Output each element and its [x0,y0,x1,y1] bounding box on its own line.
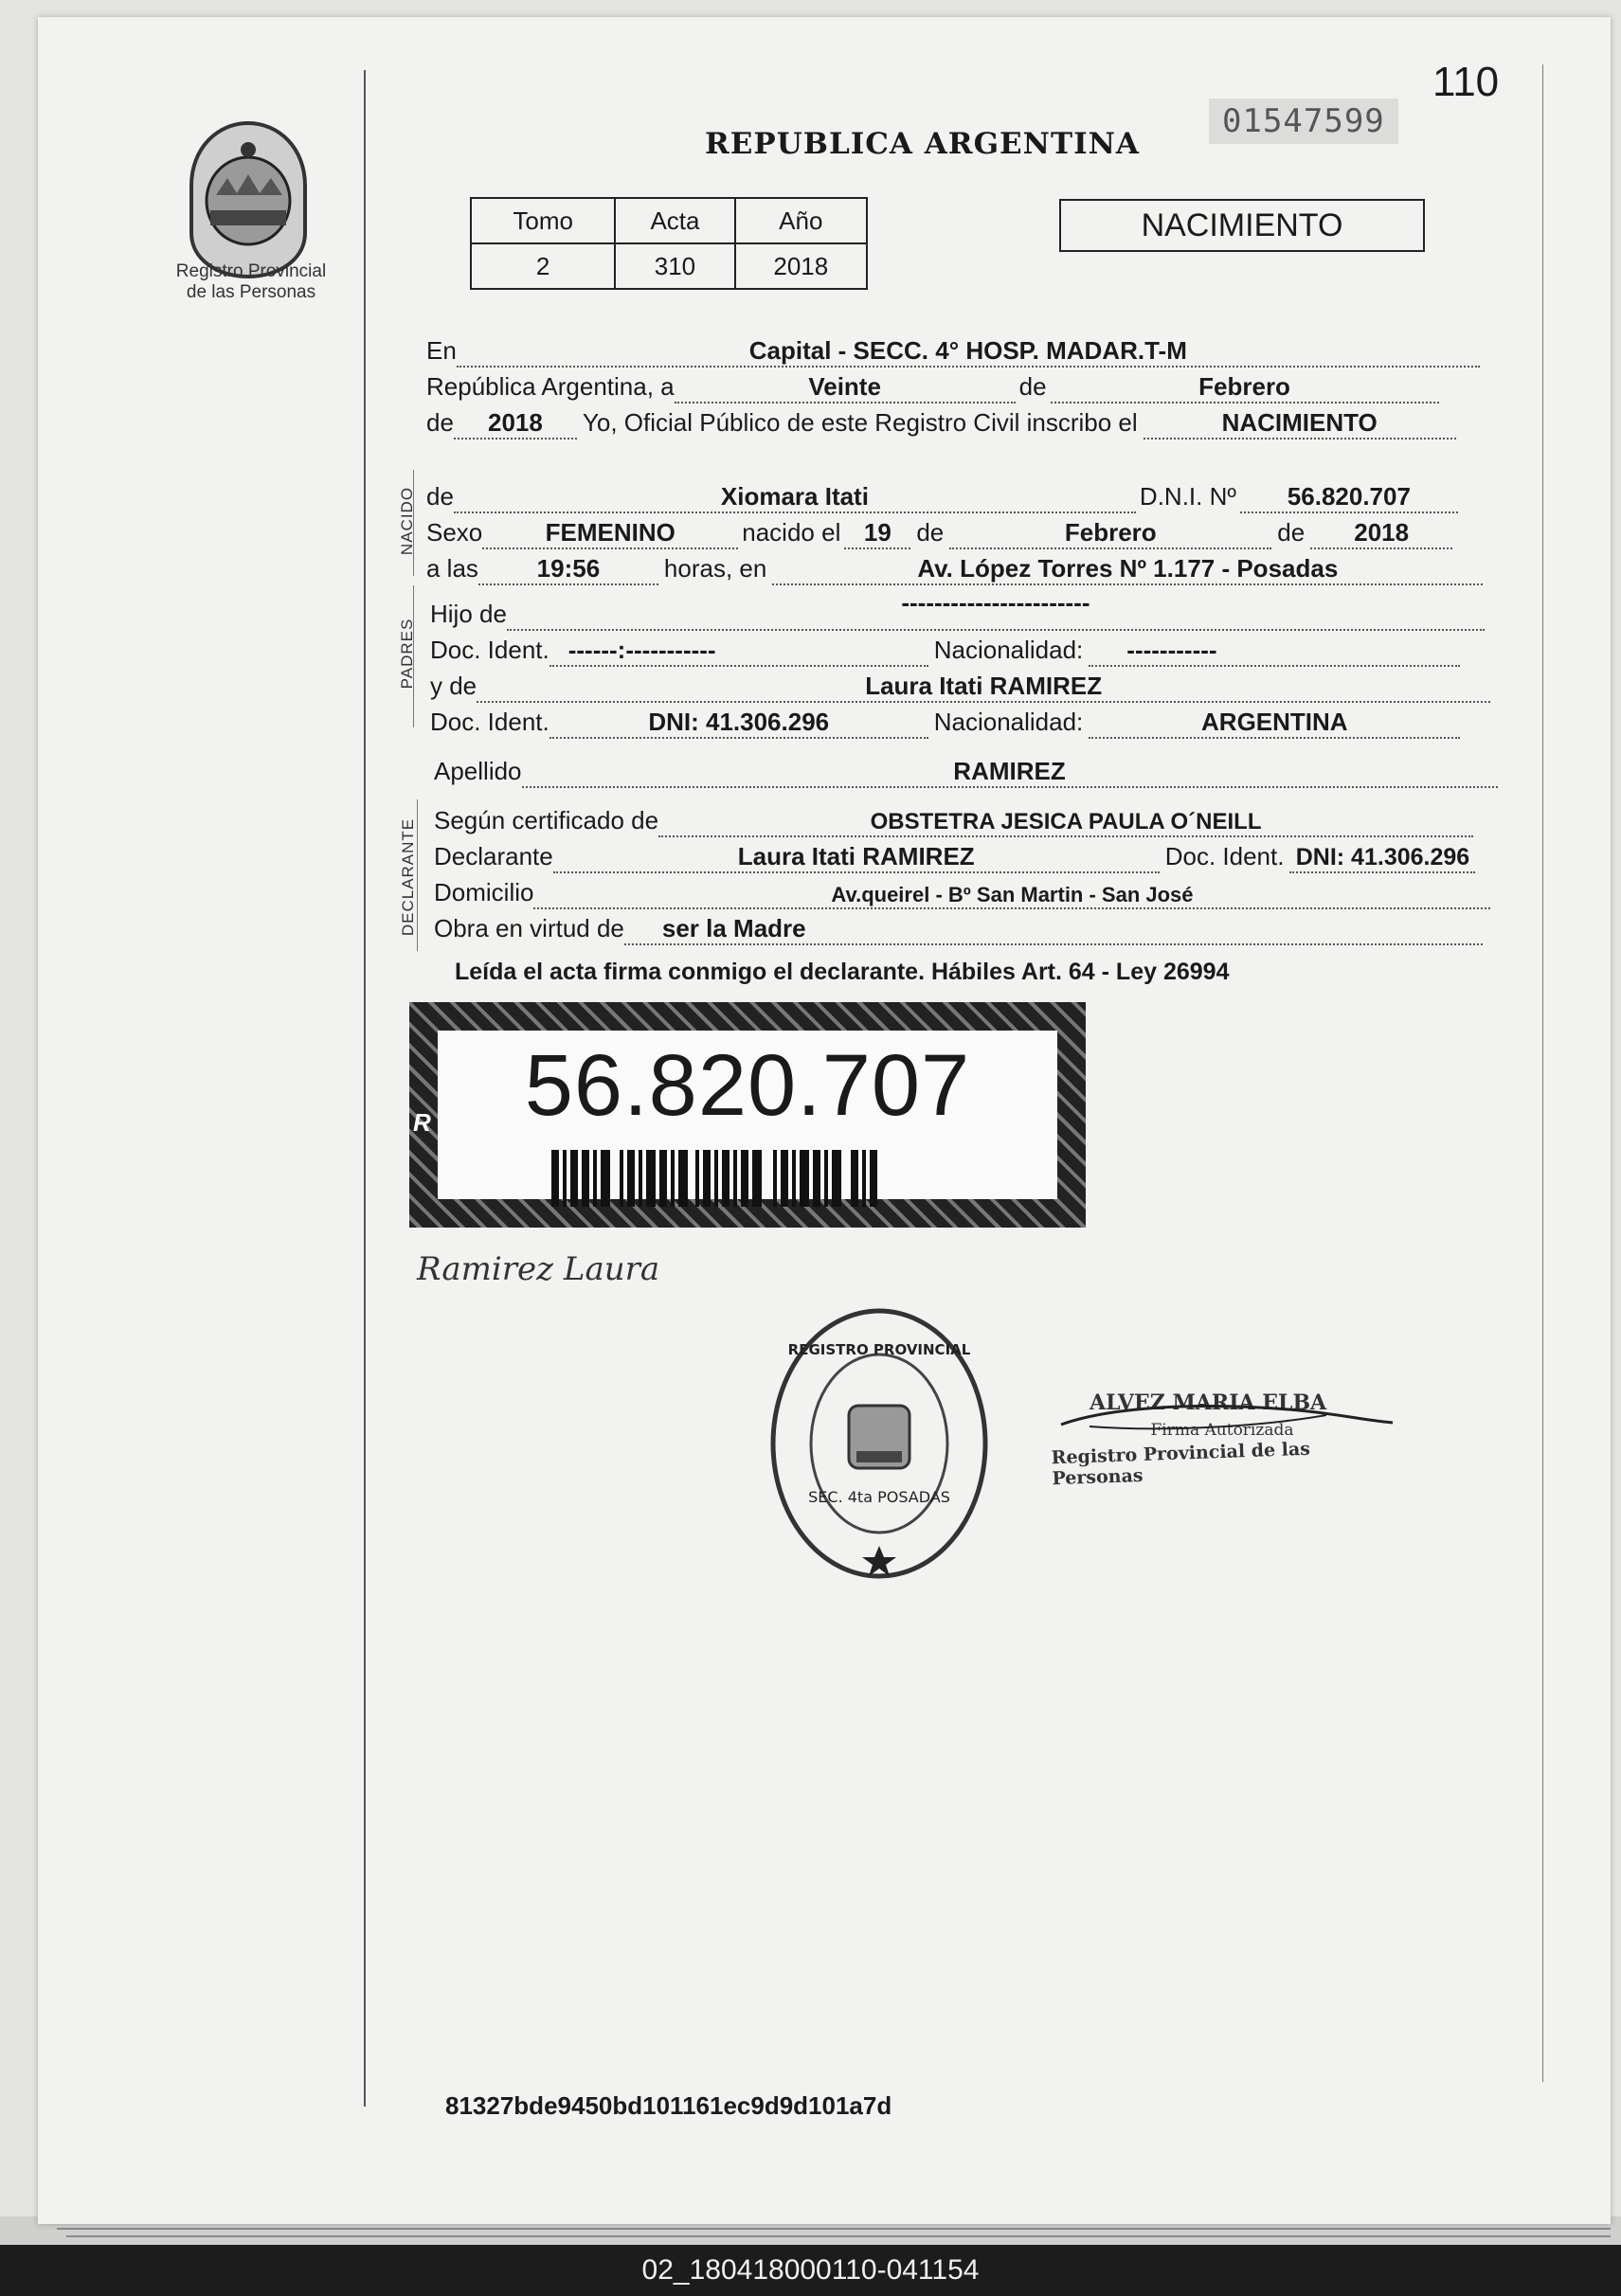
obra-label: Obra en virtud de [434,914,624,942]
provincial-seal-logo [184,119,313,285]
birth-place: Av. López Torres Nº 1.177 - Posadas [917,554,1339,583]
month-value: Febrero [1198,372,1290,401]
child-dni: 56.820.707 [1287,482,1411,511]
page-number: 110 [1432,59,1500,105]
acta-value-tomo: 2 [471,243,615,289]
time-fill [478,553,658,585]
apellido-value: RAMIREZ [953,757,1066,785]
place-fill [772,553,1483,585]
segun-value: OBSTETRA JESICA PAULA O´NEILL [870,809,1262,834]
doc2-value: DNI: 41.306.296 [648,708,830,736]
birth-certificate-page [38,17,1611,2224]
year-value: 2018 [488,408,543,437]
republica-label: República Argentina, a [426,372,675,401]
intro-date-row [426,369,1439,404]
serial-number: 01547599 [1209,99,1398,144]
domicilio-fill [533,877,1490,909]
acta-header-ano: Año [735,198,867,243]
nacido-time-row [426,551,1483,585]
de-label: de [1018,372,1047,401]
acta-header-tomo: Tomo [471,198,615,243]
logo-caption: Registro Provincial de las Personas [175,261,327,302]
padres-father-row [430,588,1485,631]
closing-statement: Leída el acta firma conmigo el declarante. Hábiles Art. 64 - Ley 26994 [455,959,1230,985]
intro-en-row [426,333,1480,368]
name-fill [454,481,1136,513]
doc2-fill [549,707,928,739]
nacido-section-label: NACIDO [398,486,416,556]
obra-row [434,911,1483,945]
doc1-fill [549,635,928,667]
acta-value-ano: 2018 [735,243,867,289]
doc1-value: ------:----------- [567,636,716,664]
padres-section-label: PADRES [398,618,416,690]
padres-doc2-row [430,705,1460,739]
doc1-label: Doc. Ident. [430,636,549,664]
dni-fill [1240,481,1458,513]
father-fill [507,588,1485,631]
signature-stroke [1052,1398,1393,1432]
declarante-fill [553,841,1160,873]
nac1-value: ----------- [1126,636,1217,664]
birth-de-label: de [916,518,945,547]
barcode-inner-panel [438,1031,1057,1199]
padres-doc1-row [430,633,1460,667]
acta-value-acta: 310 [615,243,734,289]
file-caption: 02_180418000110-041154 [0,2245,1621,2296]
barcode-bars [551,1150,881,1207]
declarante-row [434,839,1475,873]
nacido-de-label: de [426,482,454,511]
declarante-doc-label: Doc. Ident. [1164,842,1285,870]
nac1-fill [1089,635,1460,667]
barcode-corner-mark: R [413,1108,431,1137]
acta-table [470,197,868,290]
month-fill [1051,371,1439,404]
en-label: En [426,336,457,365]
obra-value: ser la Madre [661,914,806,942]
year-fill [454,407,577,439]
birth-year-fill [1310,517,1452,549]
birth-de2-label: de [1277,518,1306,547]
apellido-row [434,754,1498,788]
acta-header-acta: Acta [615,198,734,243]
hijo-label: Hijo de [430,600,507,628]
dni-barcode-label [409,1002,1086,1228]
country-heading: REPUBLICA ARGENTINA [705,127,1140,161]
page-edge-line [57,2228,1611,2230]
declarante-section-label: DECLARANTE [399,817,417,937]
record-type-box: NACIMIENTO [1059,199,1425,252]
doc2-label: Doc. Ident. [430,708,549,736]
intro-year-row [426,405,1456,439]
en-fill [457,335,1480,368]
padres-mother-row [430,669,1490,703]
sexo-label: Sexo [426,518,483,547]
stamp-center-text: SEC. 4ta POSADAS [808,1488,950,1506]
sexo-fill [482,517,738,549]
child-name: Xiomara Itati [720,482,869,511]
declarante-label: Declarante [434,842,553,870]
birth-time: 19:56 [536,554,601,583]
nac2-fill [1089,707,1460,739]
apellido-label: Apellido [434,757,522,785]
segun-fill [658,805,1473,837]
declarante-value: Laura Itati RAMIREZ [737,842,975,870]
barcode-dni-number: 56.820.707 [524,1037,971,1134]
nacido-el-label: nacido el [742,518,841,547]
nacido-name-row [426,479,1458,513]
nacido-sex-row [426,515,1452,549]
birth-day-fill [844,517,910,549]
dni-label: D.N.I. Nº [1139,482,1236,511]
segun-label: Según certificado de [434,806,659,834]
official-signature-block [1051,1390,1393,1490]
birth-day: 19 [863,518,892,547]
apellido-fill [522,756,1498,788]
day-fill [675,371,1016,404]
nac2-label: Nacionalidad: [933,708,1084,736]
father-value: ----------------------- [901,588,1090,617]
svg-text:REGISTRO PROVINCIAL: REGISTRO PROVINCIAL [787,1341,971,1358]
oficial-label: Yo, Oficial Público de este Registro Civil inscribo el [582,408,1138,437]
declarante-doc-fill [1289,841,1475,873]
horas-label: horas, en [663,554,767,583]
left-margin-line [364,70,366,2107]
domicilio-value: Av.queirel - Bº San Martin - San José [831,883,1194,906]
domicilio-row [434,875,1490,909]
document-hash: 81327bde9450bd101161ec9d9d101a7d [445,2091,892,2120]
domicilio-label: Domicilio [434,878,534,906]
declarante-doc-value: DNI: 41.306.296 [1295,844,1470,870]
page-edge-line [66,2235,1611,2237]
birth-year: 2018 [1354,518,1410,547]
official-name: ALVEZ MARIA ELBA [1090,1390,1327,1415]
yde-label: y de [430,672,477,700]
nac1-label: Nacionalidad: [933,636,1084,664]
obra-fill [624,913,1483,945]
mother-fill [477,671,1490,703]
nac2-value: ARGENTINA [1201,708,1348,736]
official-role: Firma Autorizada [1150,1421,1294,1440]
handwritten-signature: Ramirez Laura [417,1250,660,1288]
birth-month-fill [949,517,1271,549]
inscribo-value: NACIMIENTO [1221,408,1378,437]
mother-value: Laura Itati RAMIREZ [865,672,1103,700]
inscribo-fill [1144,407,1456,439]
official-org: Registro Provincial de las Personas [1051,1438,1311,1490]
alas-label: a las [426,554,478,583]
birth-month: Febrero [1064,518,1157,547]
day-value: Veinte [808,372,881,401]
en-value: Capital - SECC. 4° HOSP. MADAR.T-M [748,336,1187,365]
sexo-value: FEMENINO [545,518,675,547]
de2-label: de [426,408,454,437]
segun-row [434,803,1473,837]
right-margin-line [1542,64,1543,2082]
